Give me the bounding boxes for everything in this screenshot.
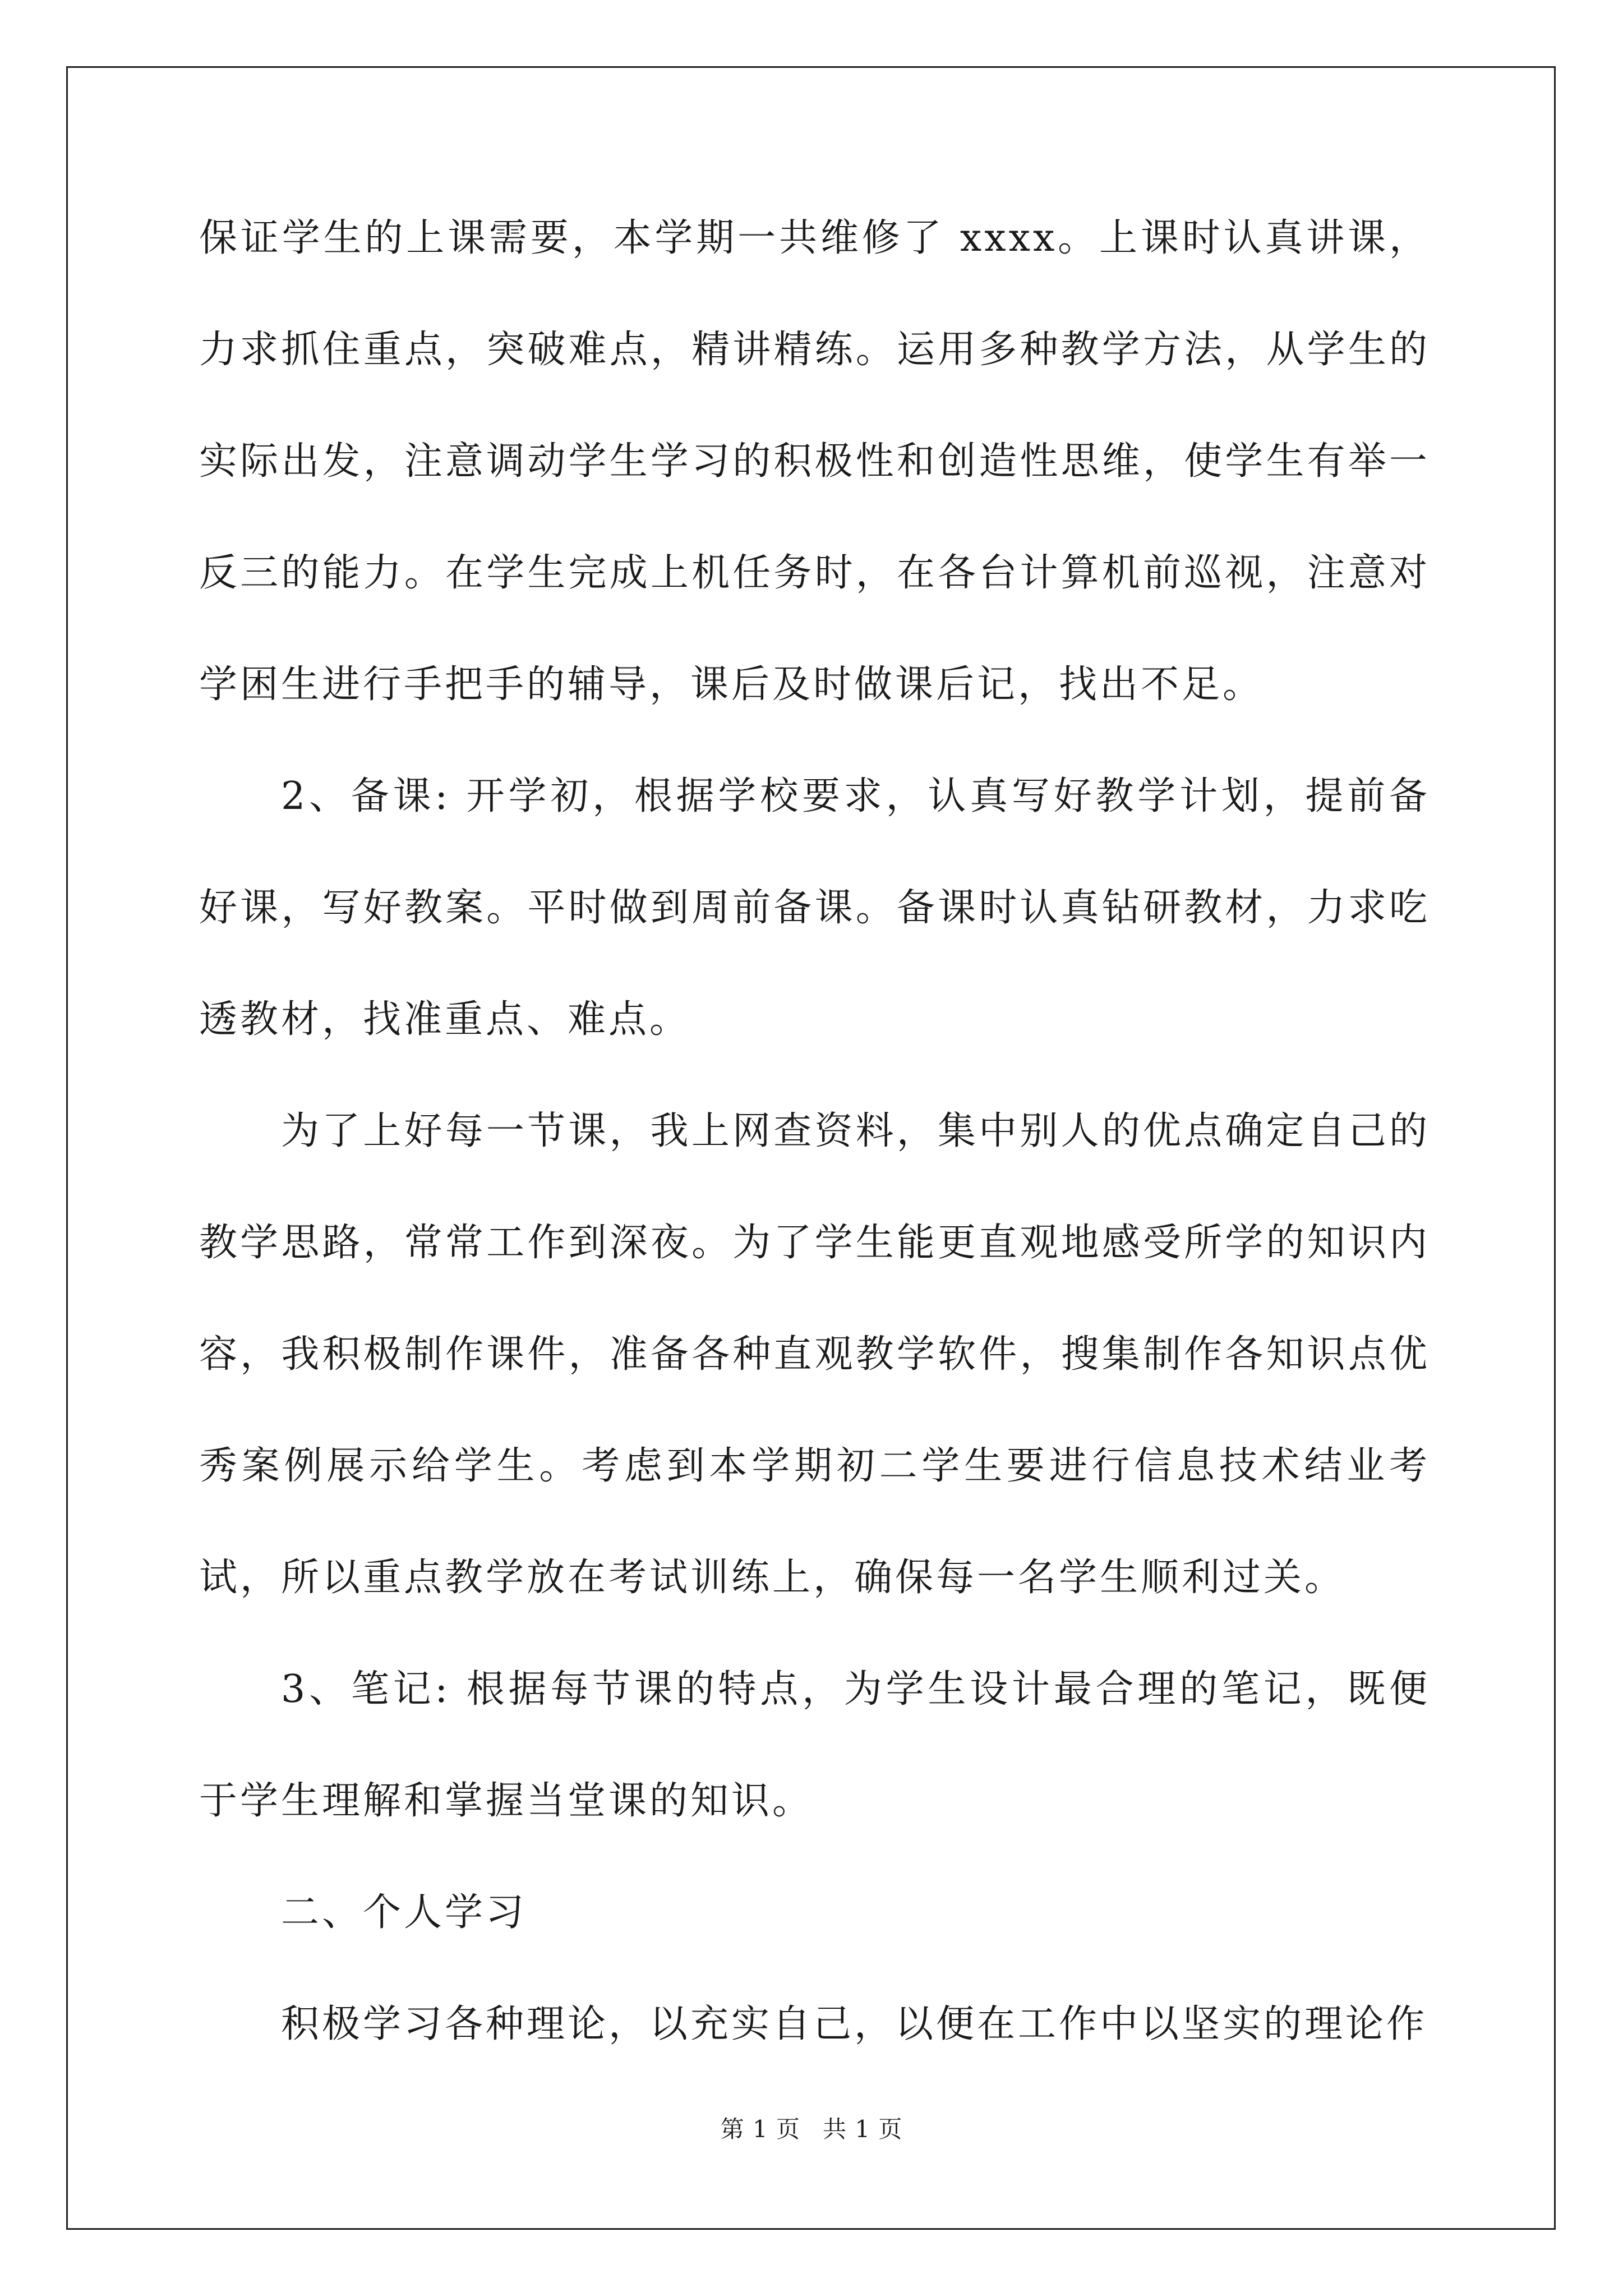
paragraph-2: 2、备课: 开学初，根据学校要求，认真写好教学计划，提前备好课，写好教案。平时做到周前备课。备课时认真钻研教材，力求吃透教材，找准重点、难点。 — [199, 774, 1430, 1042]
paragraph-1: 保证学生的上课需要，本学期一共维修了 xxxx。上课时认真讲课，力求抓住重点，突破难点，精讲精练。运用多种教学方法，从学生的实际出发，注意调动学生学习的积极性和创造性思维，使学生有举一反三的能力。在学生完成上机任务时，在各台计算机前巡视，注意对学困生进行手把手的辅导，课后及时做课后记，找出不足。 — [199, 216, 1430, 707]
paragraph-4: 3、笔记: 根据每节课的特点，为学生设计最合理的笔记，既便于学生理解和掌握当堂课的知识。 — [199, 1667, 1430, 1823]
section-heading: 二、个人学习 — [281, 1890, 527, 1935]
paragraph-5: 积极学习各种理论，以充实自己，以便在工作中以坚实的理论作 — [281, 2002, 1428, 2046]
page-number: 第 1 页 — [720, 2115, 800, 2143]
paragraph-3: 为了上好每一节课，我上网查资料，集中别人的优点确定自己的教学思路，常常工作到深夜。为了学生能更直观地感受所学的知识内容，我积极制作课件，准备各种直观教学软件，搜集制作各知识点优秀案例展示给学生。考虑到本学期初二学生要进行信息技术结业考试，所以重点教学放在考试训练上，确保每一名学生顺利过关。 — [199, 1109, 1430, 1600]
page-footer — [0, 2111, 1623, 2145]
page-total: 共 1 页 — [823, 2115, 903, 2143]
document-body — [199, 182, 1430, 2080]
